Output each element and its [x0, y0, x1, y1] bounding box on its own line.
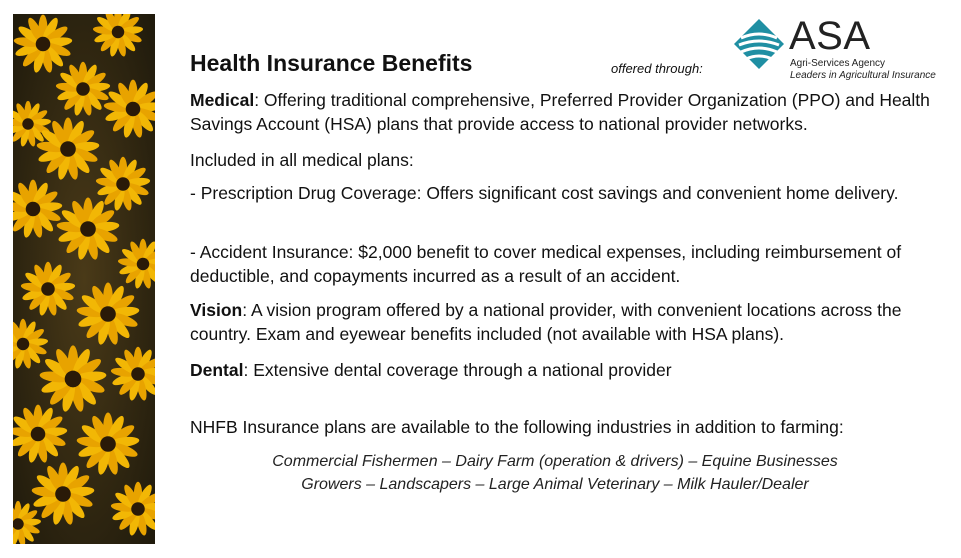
industries-line-2: Growers – Landscapers – Large Animal Veterinary – Milk Hauler/Dealer — [301, 476, 809, 493]
vision-paragraph — [190, 298, 950, 346]
medical-paragraph — [190, 88, 950, 136]
vision-text: : A vision program offered by a national provider, with convenient locations across the country. Exam and eyewear benefits included (not available with HSA plans). — [190, 300, 902, 344]
logo-name: ASA — [789, 14, 871, 58]
logo-subtitle: Agri-Services Agency — [790, 58, 886, 69]
dental-label: Dental — [190, 360, 244, 380]
page-title: Health Insurance Benefits — [190, 50, 473, 76]
black-eyed-susan-flowers-image — [13, 14, 155, 544]
industries-line-1: Commercial Fishermen – Dairy Farm (operation & drivers) – Equine Businesses — [272, 453, 838, 470]
logo-tagline: Leaders in Agricultural Insurance — [790, 70, 936, 81]
dental-paragraph — [190, 358, 950, 382]
medical-label: Medical — [190, 90, 255, 110]
included-heading: Included in all medical plans: — [190, 150, 414, 170]
prescription-item: - Prescription Drug Coverage: Offers significant cost savings and convenient home delivery. — [190, 183, 899, 203]
medical-text: : Offering traditional comprehensive, Preferred Provider Organization (PPO) and Health Savings Account (HSA) plans that provide access to national provider networks. — [190, 90, 930, 134]
vision-label: Vision — [190, 300, 243, 320]
asa-logo — [733, 14, 943, 84]
accident-item: - Accident Insurance: $2,000 benefit to cover medical expenses, including reimbursement of deductible, and copayments incurred as a result of an accident. — [190, 242, 902, 286]
dental-text: : Extensive dental coverage through a national provider — [243, 360, 672, 380]
industries-intro: NHFB Insurance plans are available to the following industries in addition to farming: — [190, 417, 844, 437]
asa-diamond-icon — [733, 18, 785, 70]
offered-through-label: offered through: — [611, 61, 703, 76]
